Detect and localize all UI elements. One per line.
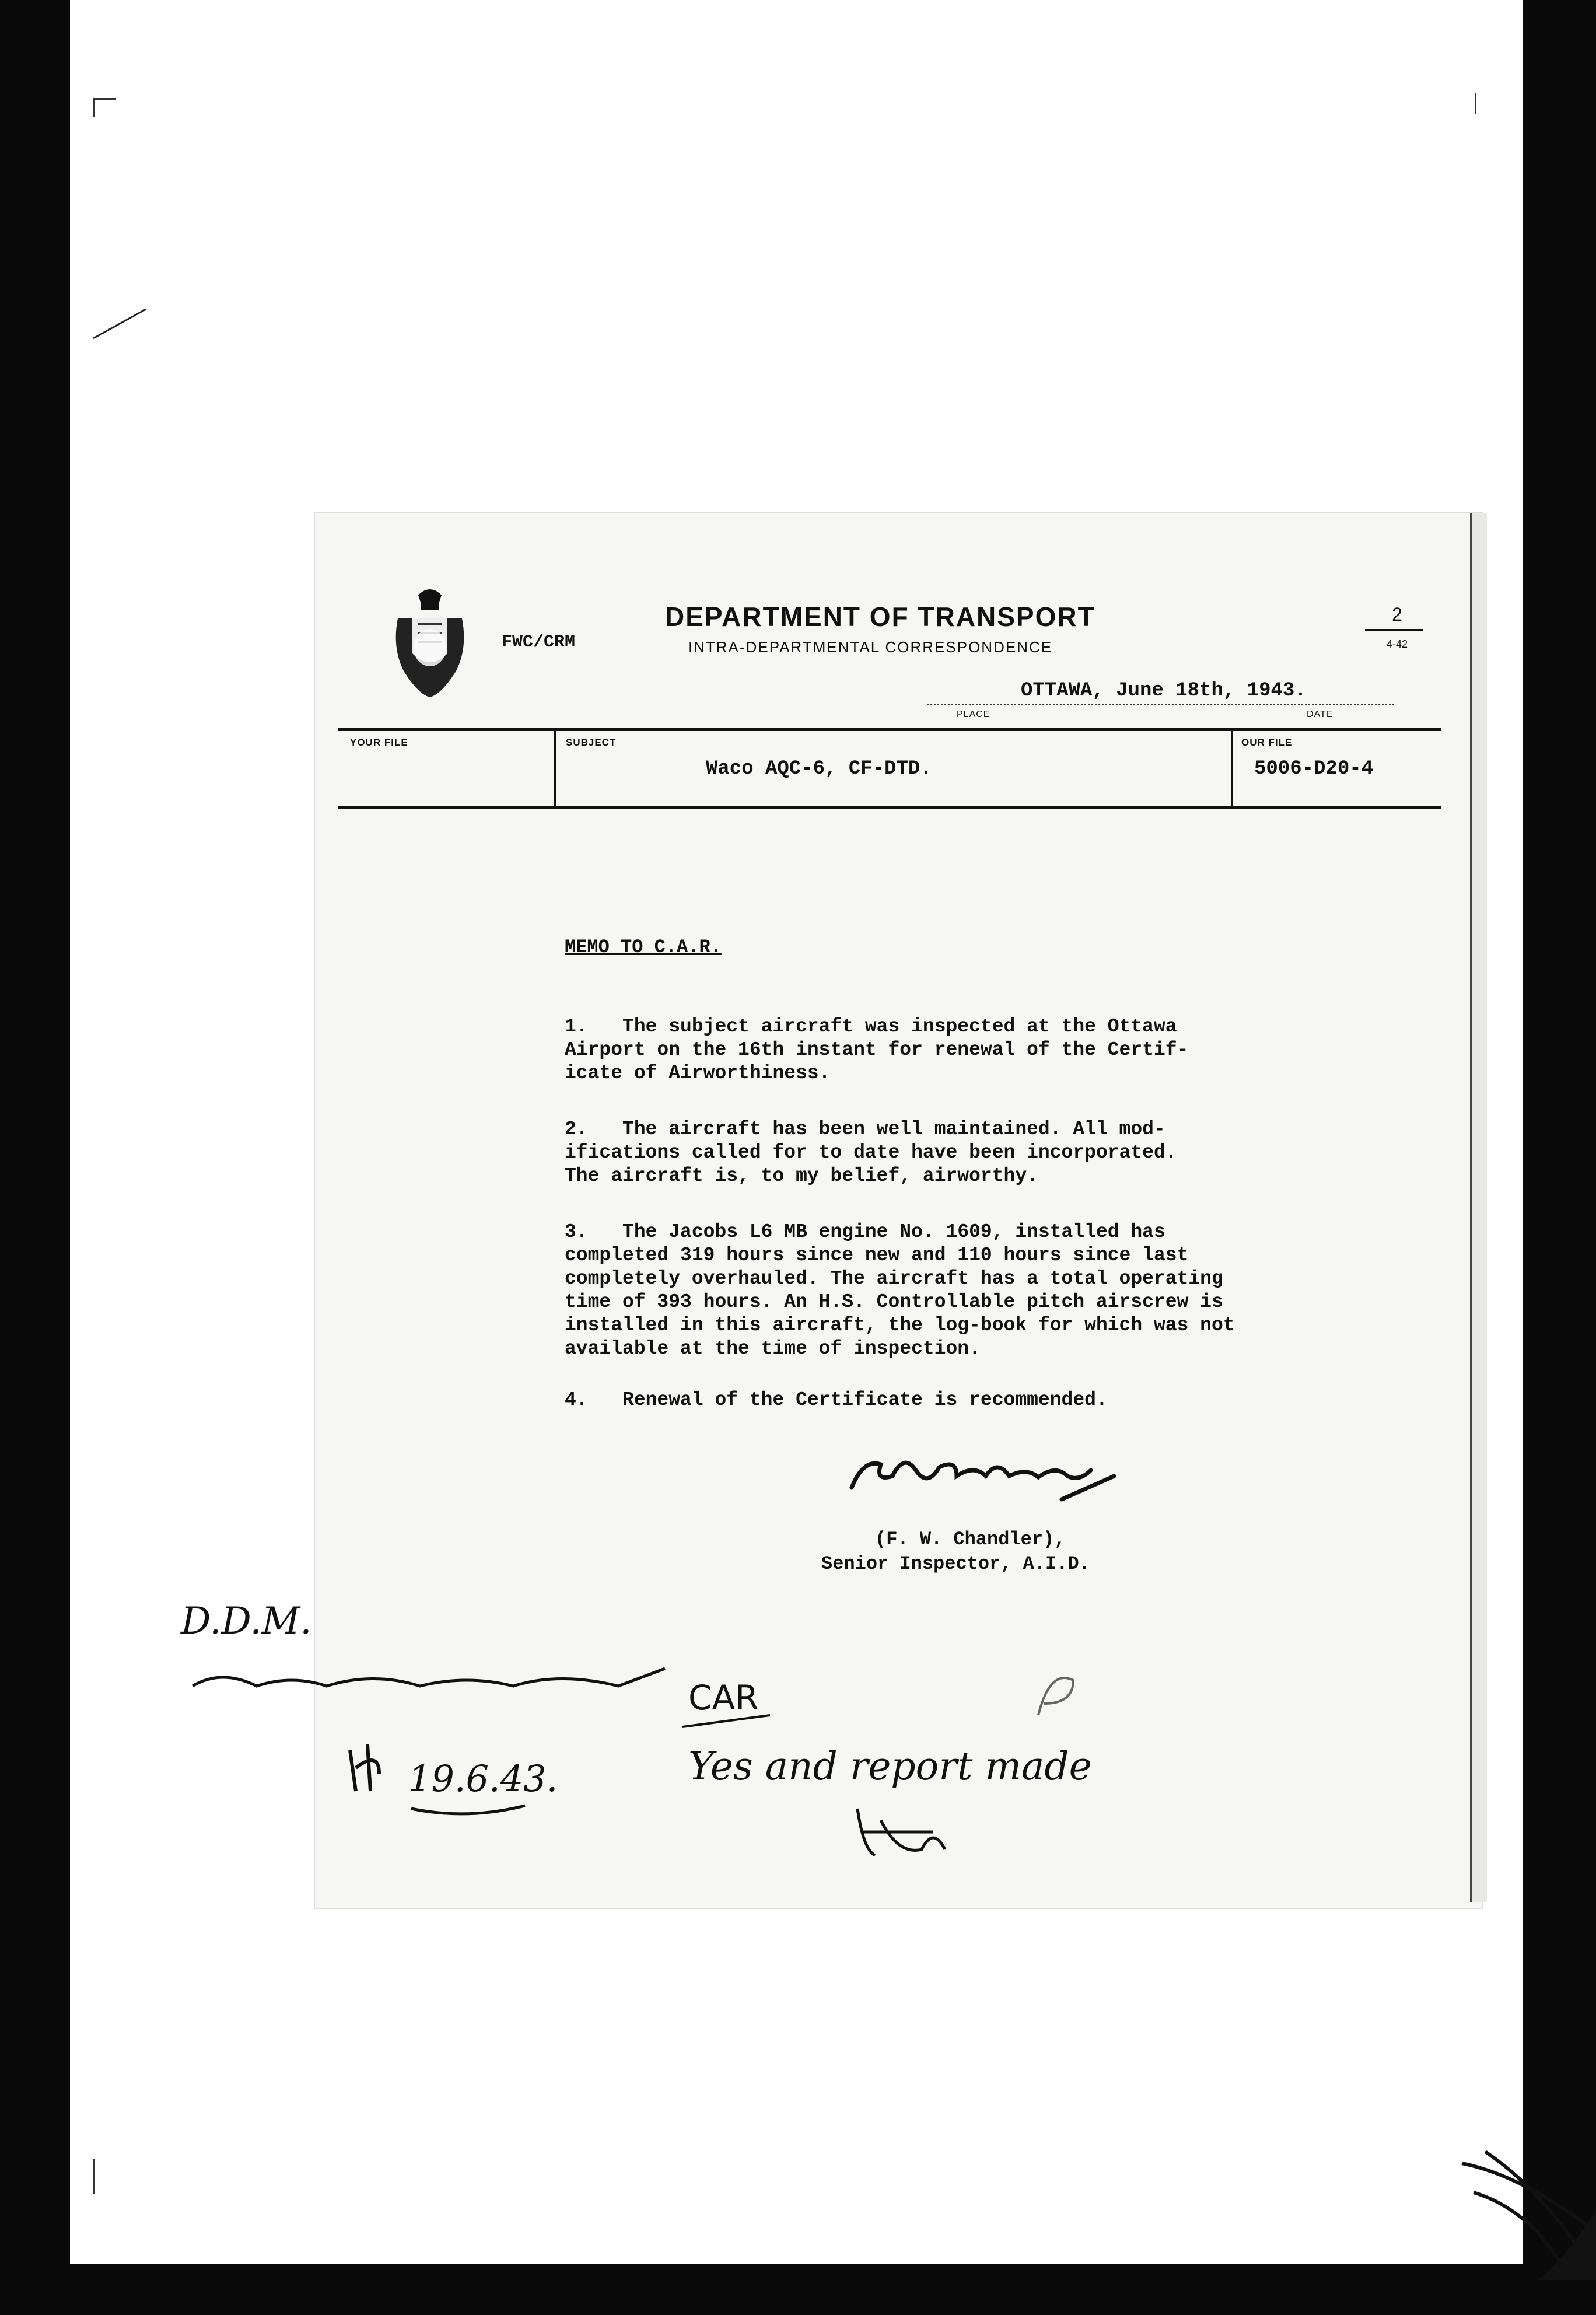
- place-date-value: OTTAWA, June 18th, 1943.: [1021, 680, 1307, 702]
- signatory-title: Senior Inspector, A.I.D.: [821, 1553, 1090, 1575]
- file-reference-table: [338, 728, 1441, 809]
- memo-paragraph-2: 2. The aircraft has been well maintained. All mod- ifications called for to date have been incorporated. The aircraft is, to my belief, airworthy.: [565, 1118, 1177, 1187]
- crop-mark-top-left: [93, 98, 116, 117]
- canada-coat-of-arms-icon: [386, 583, 474, 700]
- corner-blot-bottom-right: [1450, 2140, 1596, 2280]
- memo-paragraph-4: 4. Renewal of the Certificate is recommended.: [565, 1389, 1108, 1411]
- crop-mark-bottom-left: [93, 2159, 95, 2194]
- svg-text:Yes and report made: Yes and report made: [688, 1744, 1092, 1789]
- pencil-tick-mark: [88, 303, 158, 344]
- form-revision-date: 4-42: [1386, 638, 1408, 650]
- place-label: PLACE: [957, 709, 991, 719]
- memo-heading: MEMO TO C.A.R.: [565, 936, 722, 958]
- handwritten-signature: [840, 1435, 1120, 1511]
- department-subtitle: INTRA-DEPARTMENTAL CORRESPONDENCE: [688, 638, 1053, 656]
- table-divider: [1231, 731, 1233, 806]
- memo-sheet: [181, 513, 1482, 1908]
- sheet-edge: [1470, 513, 1487, 1902]
- our-file-value: 5006-D20-4: [1254, 758, 1374, 780]
- svg-text:19.6.43.: 19.6.43.: [408, 1757, 558, 1800]
- handwritten-annotations: [105, 1575, 1132, 1879]
- subject-value: Waco AQC-6, CF-DTD.: [706, 758, 932, 780]
- svg-text:D.D.M.: D.D.M.: [181, 1600, 312, 1643]
- svg-text:CAR: CAR: [688, 1678, 759, 1718]
- table-divider: [554, 731, 556, 806]
- form-number: 2: [1392, 604, 1402, 625]
- place-date-dotted-line: [928, 704, 1394, 705]
- memo-paragraph-3: 3. The Jacobs L6 MB engine No. 1609, installed has completed 319 hours since new and 110 hours since last completely overhauled. The aircraft has a total operating time of 393 hours. An H.S. Controllable pitch airscrew is installed in this aircraft, the log-book for which was not available at the time of inspection.: [565, 1221, 1235, 1359]
- signatory-name: (F. W. Chandler),: [875, 1529, 1066, 1550]
- subject-label: SUBJECT: [566, 737, 617, 748]
- our-file-label: OUR FILE: [1241, 737, 1293, 748]
- date-label: DATE: [1307, 709, 1334, 719]
- crop-mark-top-right: [1475, 93, 1476, 114]
- your-file-label: YOUR FILE: [350, 737, 408, 748]
- department-title: DEPARTMENT OF TRANSPORT: [665, 602, 1096, 632]
- corner-blot-top-right: [1549, 0, 1596, 175]
- memo-paragraph-1: 1. The subject aircraft was inspected at the Ottawa Airport on the 16th instant for renewal of the Certif- icate of Airworthiness.: [565, 1016, 1189, 1084]
- author-initials: FWC/CRM: [502, 632, 576, 652]
- form-number-rule: [1365, 629, 1423, 631]
